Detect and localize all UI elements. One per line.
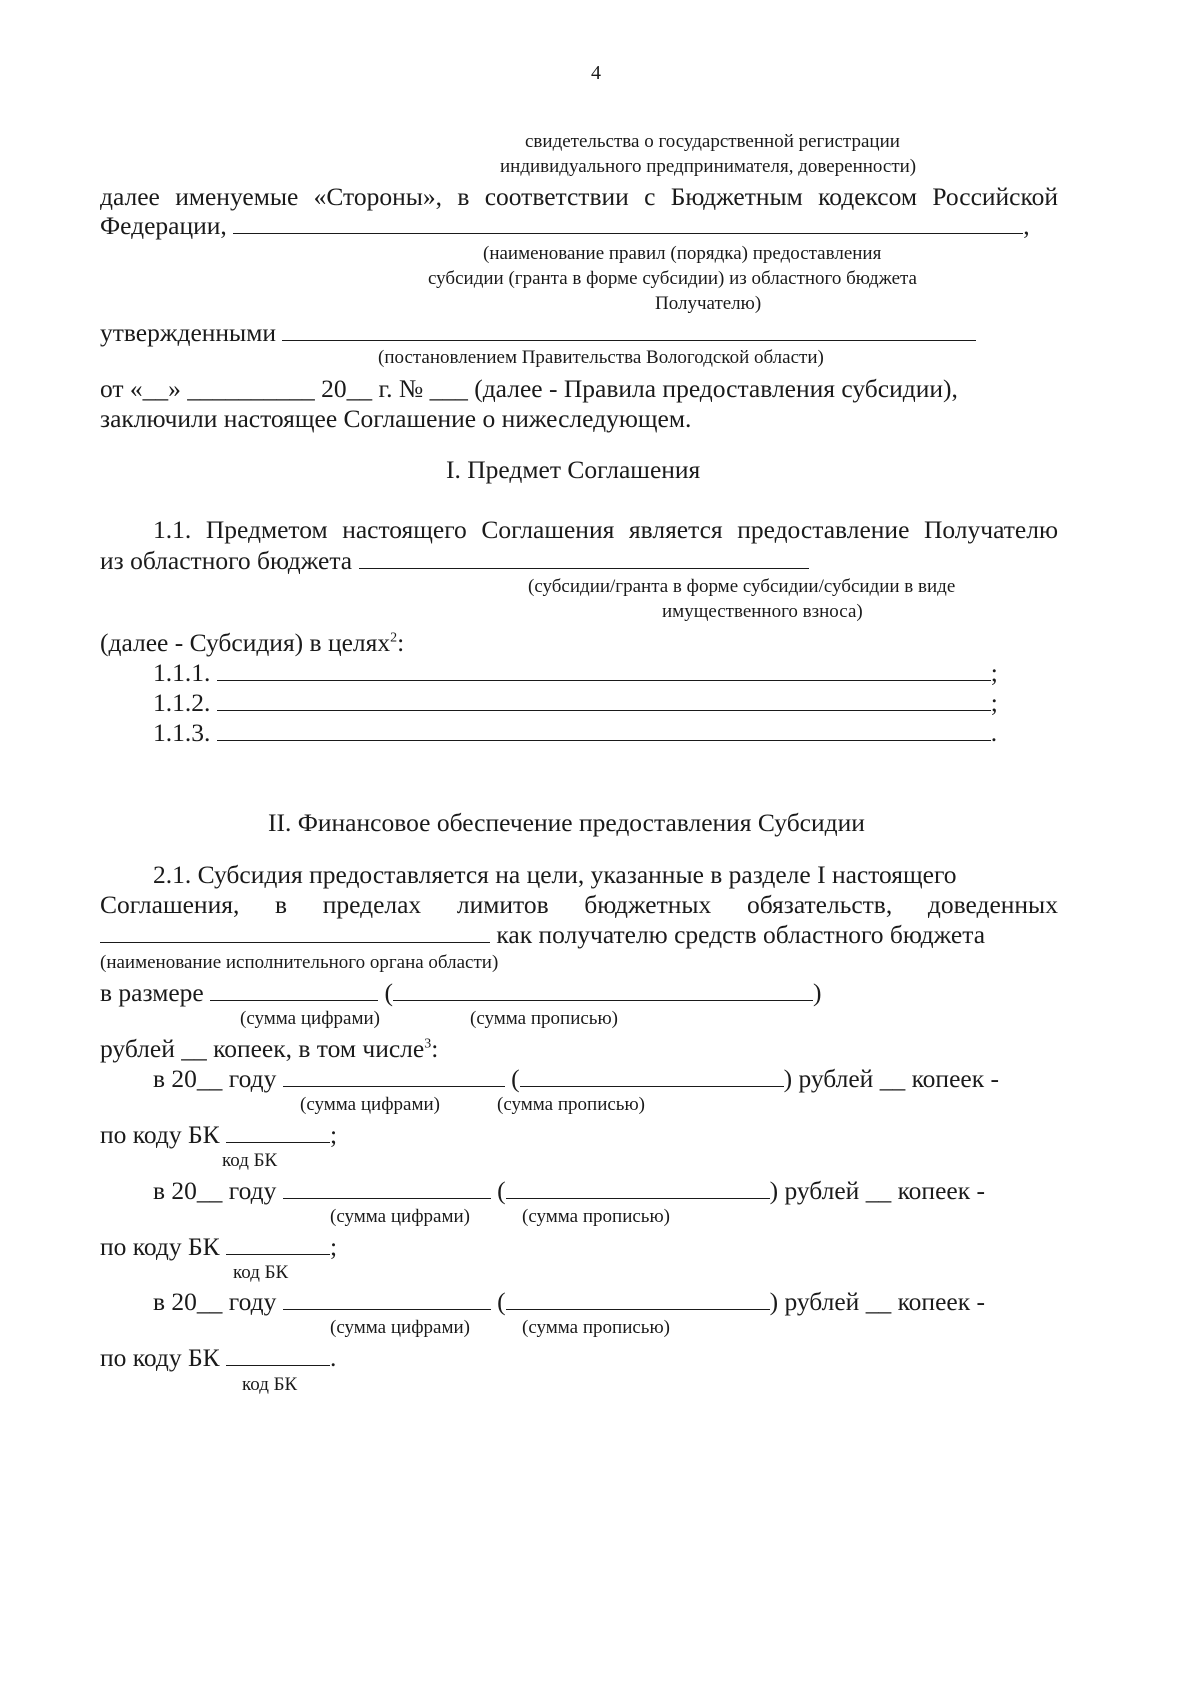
subsidy-type-note-line2: имущественного взноса) (662, 601, 863, 622)
amount-digits-blank[interactable] (210, 978, 378, 1001)
footnote-2: 2 (390, 630, 398, 646)
year-words-blank[interactable] (520, 1064, 784, 1087)
purpose-item (153, 718, 997, 748)
rubles-colon: : (431, 1034, 439, 1063)
header-note-line1: свидетельства о государственной регистрации (525, 131, 900, 152)
year-digits-blank[interactable] (283, 1064, 505, 1087)
purpose-item-blank[interactable] (217, 688, 991, 711)
line-word: доведенных (927, 890, 1058, 919)
purpose-item-end: ; (990, 688, 998, 717)
section2-p1-line1: 2.1. Субсидия предоставляется на цели, указанные в разделе I настоящего (153, 860, 957, 889)
paren-close: ) (812, 978, 822, 1007)
year-label: в 20__ году (153, 1287, 277, 1316)
organ-note: (наименование исполнительного органа области) (100, 952, 499, 973)
line-word: бюджетных (584, 890, 712, 919)
digits-note: (сумма цифрами) (330, 1206, 470, 1227)
purpose-item-number: 1.1.3. (153, 718, 211, 747)
organ-name-blank[interactable] (100, 920, 490, 943)
approved-note: (постановлением Правительства Вологодской области) (378, 347, 824, 368)
rules-note-line1: (наименование правил (порядка) предоставления (483, 243, 882, 264)
bk-line (100, 1343, 336, 1373)
section1-p1-line2 (100, 546, 809, 576)
paren-open: ( (384, 978, 393, 1007)
purpose-item-number: 1.1.2. (153, 688, 211, 717)
words-note: (сумма прописью) (470, 1008, 618, 1029)
bk-end: ; (330, 1120, 338, 1149)
bk-label: по коду БК (100, 1232, 220, 1261)
words-note: (сумма прописью) (497, 1094, 645, 1115)
year-row (153, 1064, 999, 1094)
bk-note: код БК (222, 1150, 278, 1171)
year-words-blank[interactable] (506, 1176, 770, 1199)
purposes-label: (далее - Субсидия) в целях (100, 628, 391, 657)
subsidy-type-note-line1: (субсидии/гранта в форме субсидии/субсидии в виде (528, 576, 956, 597)
purposes-colon: : (397, 628, 405, 657)
section1-title: I. Предмет Соглашения (446, 455, 701, 484)
approved-label: утвержденными (100, 318, 276, 347)
line-word: пределах (322, 890, 422, 919)
bk-code-blank[interactable] (226, 1232, 330, 1255)
purpose-item (153, 658, 998, 688)
bk-note: код БК (233, 1262, 289, 1283)
paren-open: ( (497, 1176, 506, 1205)
line-word: в (275, 890, 288, 919)
intro-line1: далее именуемые «Стороны», в соответствии с Бюджетным кодексом Российской (100, 182, 1058, 211)
year-words-blank[interactable] (506, 1287, 770, 1310)
paren-open: ( (497, 1287, 506, 1316)
words-note: (сумма прописью) (522, 1206, 670, 1227)
subsidy-type-blank[interactable] (359, 546, 809, 569)
recipient-text: как получателю средств областного бюджета (496, 920, 986, 949)
bk-label: по коду БК (100, 1343, 220, 1372)
paren-open: ( (511, 1064, 520, 1093)
intro-line2 (100, 211, 1030, 241)
rules-name-blank[interactable] (233, 211, 1023, 234)
purpose-item-end: ; (990, 658, 998, 687)
rules-note-line2: субсидии (гранта в форме субсидии) из областного бюджета (428, 268, 917, 289)
bk-line (100, 1232, 337, 1262)
year-tail: ) рублей __ копеек - (783, 1064, 999, 1093)
concluded-line: заключили настоящее Соглашение о нижеследующем. (100, 404, 692, 433)
purpose-item-blank[interactable] (217, 718, 991, 741)
bk-end: ; (330, 1232, 338, 1261)
approved-blank[interactable] (282, 318, 976, 341)
line-word: обязательств, (746, 890, 893, 919)
year-row (153, 1176, 985, 1206)
digits-note: (сумма цифрами) (240, 1008, 380, 1029)
rules-note-line3: Получателю) (655, 293, 762, 314)
purpose-item (153, 688, 998, 718)
budget-label: из областного бюджета (100, 546, 353, 575)
section2-title: II. Финансовое обеспечение предоставления Субсидии (268, 808, 865, 837)
year-row (153, 1287, 985, 1317)
year-tail: ) рублей __ копеек - (769, 1287, 985, 1316)
bk-end: . (330, 1343, 337, 1372)
intro-line2-prefix: Федерации, (100, 211, 227, 240)
rubles-line (100, 1034, 438, 1064)
year-label: в 20__ году (153, 1176, 277, 1205)
section1-p1-line1: 1.1. Предметом настоящего Соглашения является предоставление Получателю (153, 515, 1058, 544)
footnote-3: 3 (424, 1036, 432, 1052)
purpose-item-blank[interactable] (217, 658, 991, 681)
bk-line (100, 1120, 337, 1150)
section2-p1-line2 (100, 890, 1058, 920)
header-note-line2: индивидуального предпринимателя, доверенности) (500, 156, 917, 177)
digits-note: (сумма цифрами) (300, 1094, 440, 1115)
year-digits-blank[interactable] (283, 1287, 491, 1310)
section2-p1-line3 (100, 920, 985, 950)
year-digits-blank[interactable] (283, 1176, 491, 1199)
bk-note: код БК (242, 1374, 298, 1395)
line-word: Соглашения, (100, 890, 240, 919)
bk-label: по коду БК (100, 1120, 220, 1149)
bk-code-blank[interactable] (226, 1343, 330, 1366)
year-label: в 20__ году (153, 1064, 277, 1093)
purpose-item-number: 1.1.1. (153, 658, 211, 687)
digits-note: (сумма цифрами) (330, 1317, 470, 1338)
words-note: (сумма прописью) (522, 1317, 670, 1338)
year-tail: ) рублей __ копеек - (769, 1176, 985, 1205)
amount-words-blank[interactable] (393, 978, 813, 1001)
approved-line (100, 318, 976, 348)
line-word: лимитов (456, 890, 549, 919)
amount-label: в размере (100, 978, 204, 1007)
date-line: от «__» __________ 20__ г. № ___ (далее - Правила предоставления субсидии), (100, 374, 958, 403)
purposes-line (100, 628, 404, 658)
amount-line (100, 978, 821, 1008)
bk-code-blank[interactable] (226, 1120, 330, 1143)
rubles-text: рублей __ копеек, в том числе (100, 1034, 425, 1063)
purpose-item-end: . (990, 718, 998, 747)
intro-line2-suffix: , (1023, 211, 1030, 240)
page-number: 4 (591, 62, 601, 84)
